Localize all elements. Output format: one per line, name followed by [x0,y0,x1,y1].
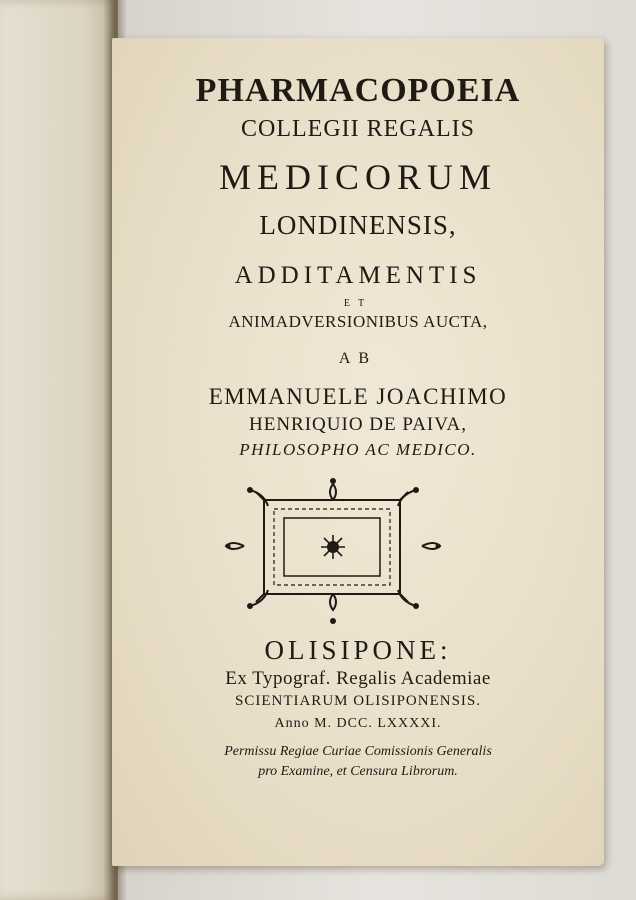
imprint-city: OLISIPONE: [264,635,452,665]
author-ab: AB [338,350,378,367]
subtitle-animadversionibus: ANIMADVERSIONIBUS AUCTA, [228,312,488,331]
imprint-year: Anno M. DCC. LXXXXI. [274,716,442,731]
title-collegii-regalis: COLLEGII REGALIS [241,116,475,142]
title-page [112,38,604,866]
subtitle-et: ET [343,298,373,309]
printers-ornament [220,476,446,626]
author-surname: HENRIQUIO DE PAIVA, [249,414,467,435]
title-medicorum: MEDICORUM [218,157,497,197]
imprint-academy: SCIENTIARUM OLISIPONENSIS. [234,693,481,709]
license-line-1: Permissu Regiae Curiae Comissionis Generalis [224,744,492,759]
author-name: EMMANUELE JOACHIMO [208,384,508,409]
license-line-2: pro Examine, et Censura Librorum. [258,764,458,779]
title-londinensis: LONDINENSIS, [259,210,457,240]
subtitle-additamentis: ADDITAMENTIS [234,262,482,289]
title-pharmacopoeia: PHARMACOPOEIA [195,72,521,109]
left-page [0,0,118,900]
imprint-printer: Ex Typograf. Regalis Academiae [225,668,491,689]
author-title: PHILOSOPHO AC MEDICO. [239,440,477,459]
